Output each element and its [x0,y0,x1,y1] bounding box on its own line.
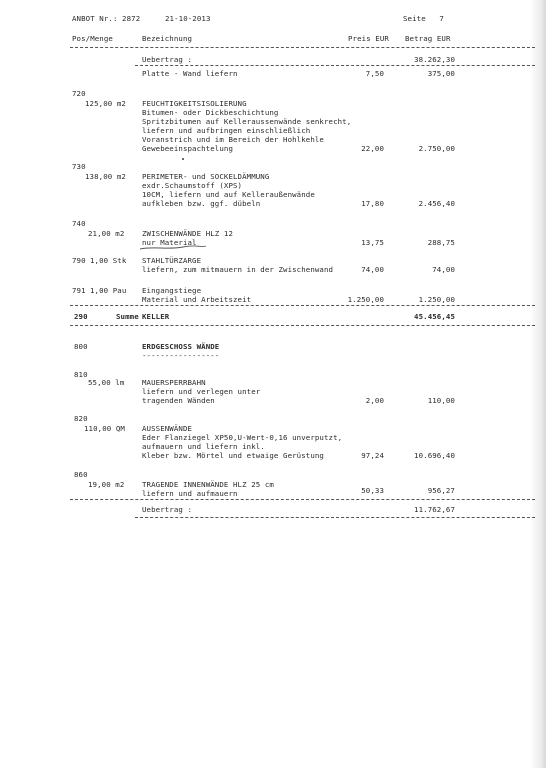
carry-in-amount: 38.262,30 [414,55,455,64]
carry-in-label: Uebertrag : [142,55,193,64]
item-pos: 790 [72,256,86,265]
carry-in-rule [135,65,535,66]
item-line: TRAGENDE INNENWÄNDE HLZ 25 cm [142,480,274,489]
item-line: Eder Flanziegel XP50,U-Wert-0,16 unverputzt, [142,433,343,442]
item-amount: 375,00 [427,69,455,78]
item-price: 97,24 [361,451,384,460]
item-line: Gewebeeinspachtelung [142,144,233,153]
section-underline: ----------------- [142,351,220,360]
offer-date: 21-10-2013 [165,14,211,23]
item-pos: 820 [74,414,88,423]
column-price: Preis EUR [348,34,389,43]
carry-out-rule [70,499,535,500]
item-qty: 19,00 m2 [88,480,125,489]
item-qty: 1,00 Stk [90,256,127,265]
item-line: liefern und aufmauern [142,489,238,498]
item-qty: 125,00 m2 [85,99,126,108]
carry-out-amount: 11.762,67 [414,505,455,514]
item-line: tragenden Wänden [142,396,215,405]
item-price: 7,50 [365,69,384,78]
item-qty: 55,00 lm [88,378,125,387]
item-line: AUSSENWÄNDE [142,424,193,433]
item-line: Platte - Wand liefern [142,69,238,78]
item-line: PERIMETER- und SOCKELDÄMMUNG [142,172,270,181]
item-line: 10CM, liefern und auf Kelleraußenwände [142,190,315,199]
item-line: MAUERSPERRBAHN [142,378,206,387]
item-line: Material und Arbeitszeit [142,295,252,304]
item-price: 22,00 [361,144,384,153]
item-line: Eingangstiege [142,286,202,295]
item-line: Bitumen- oder Dickbeschichtung [142,108,279,117]
item-amount: 10.696,40 [414,451,455,460]
item-line: nur Material [142,238,197,247]
item-amount: 956,27 [427,486,455,495]
item-amount: 288,75 [427,238,455,247]
section-pos: 800 [74,342,88,351]
item-qty: 21,00 m2 [88,229,125,238]
item-line: liefern, zum mitmauern in der Zwischenwand [142,265,334,274]
item-price: 74,00 [361,265,384,274]
item-qty: 1,00 Pau [90,286,127,295]
column-amount: Betrag EUR [405,34,451,43]
subtotal-amount: 45.456,45 [414,312,455,321]
item-amount: 2.750,00 [418,144,455,153]
subtotal-name: KELLER [142,312,170,321]
item-line: Spritzbitumen auf Kelleraussenwände senkrecht, [142,117,352,126]
item-price: 1.250,00 [347,295,384,304]
item-amount: 110,00 [427,396,455,405]
column-pos: Pos/Menge [72,34,113,43]
subtotal-pos: 290 [74,312,88,321]
subtotal-rule-bottom [70,325,535,326]
item-line: Voranstrich und im Bereich der Hohlkehle [142,135,324,144]
item-qty: 110,00 QM [84,424,125,433]
item-line: STAHLTÜRZARGE [142,256,202,265]
item-line: aufkleben bzw. ggf. dübeln [142,199,261,208]
item-price: 17,80 [361,199,384,208]
item-line: ZWISCHENWÄNDE HLZ 12 [142,229,233,238]
item-pos: 810 [74,370,88,379]
item-amount: 74,00 [432,265,455,274]
item-pos: 720 [72,89,86,98]
offer-number: ANBOT Nr.: 2872 [72,14,141,23]
header-rule [70,47,535,48]
item-line: FEUCHTIGKEITSISOLIERUNG [142,99,247,108]
item-line: Kleber bzw. Mörtel und etwaige Gerüstung [142,451,324,460]
item-pos: 791 [72,286,86,295]
item-line: liefern und aufbringen einschließlich [142,126,311,135]
item-amount: 2.456,40 [418,199,455,208]
item-price: 13,75 [361,238,384,247]
carry-out-rule-bottom [135,517,535,518]
item-line: exdr.Schaumstoff (XPS) [142,181,243,190]
item-pos: 730 [72,162,86,171]
item-pos: 740 [72,219,86,228]
item-price: 2,00 [365,396,384,405]
item-price: 50,33 [361,486,384,495]
item-pos: 860 [74,470,88,479]
item-line: aufmauern und liefern inkl. [142,442,265,451]
speck-mark [182,158,184,160]
pen-underline [138,244,208,252]
item-amount: 1.250,00 [418,295,455,304]
subtotal-label: Summe [116,312,139,321]
section-title: ERDGESCHOSS WÄNDE [142,342,220,351]
page-number: Seite 7 [403,14,444,23]
item-line: liefern und verlegen unter [142,387,261,396]
column-description: Bezeichnung [142,34,193,43]
carry-out-label: Uebertrag : [142,505,193,514]
item-qty: 138,00 m2 [85,172,126,181]
subtotal-rule-top [70,305,535,306]
